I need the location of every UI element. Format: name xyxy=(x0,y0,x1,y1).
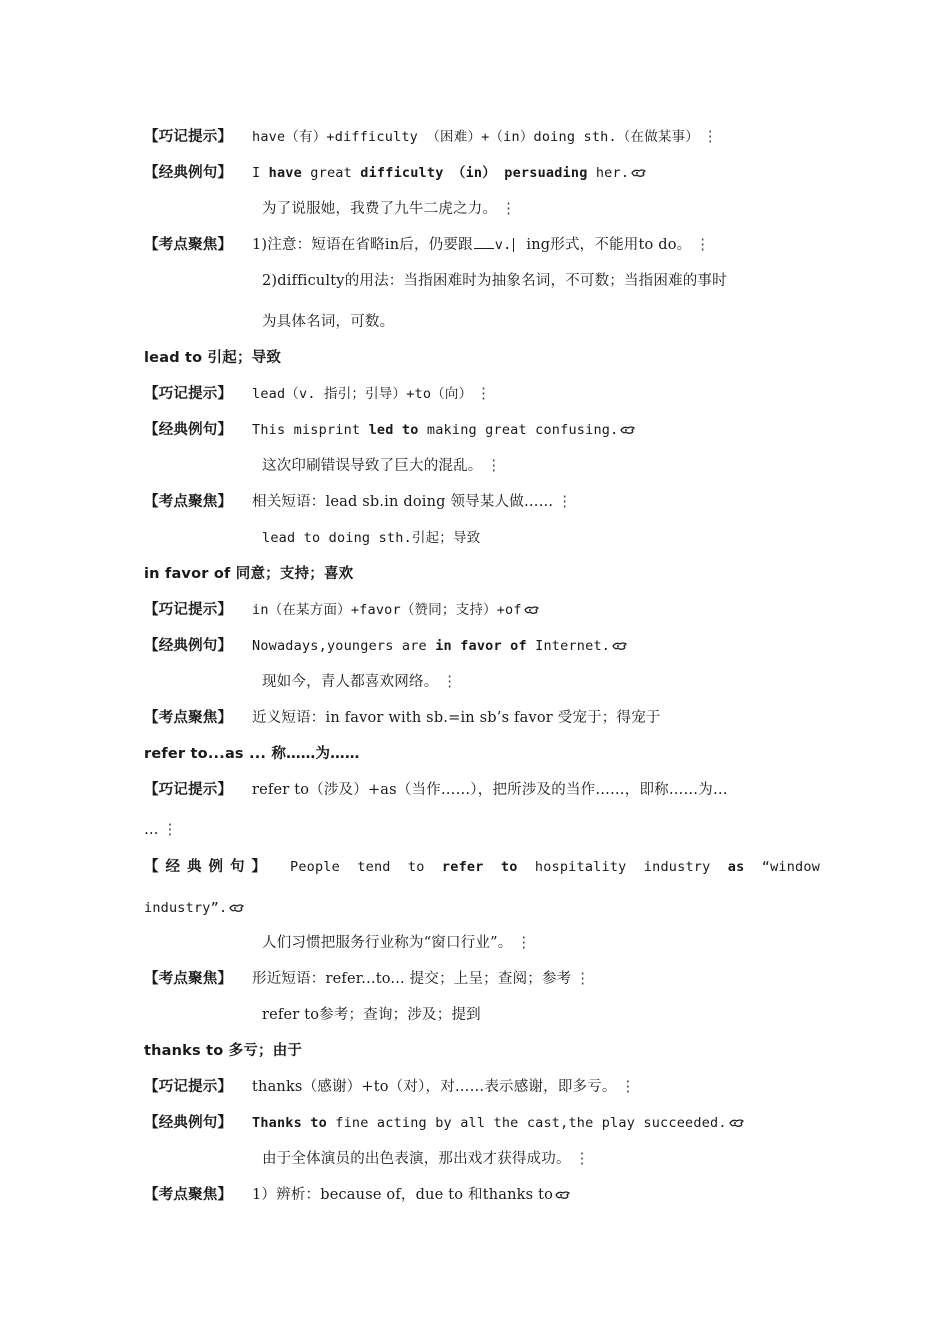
audio-hand-icon xyxy=(729,1118,745,1128)
tag-focus: 【考点聚焦】 xyxy=(144,971,233,987)
heading-refer-to-as xyxy=(144,744,810,764)
anchor-mark-icon: ⋮ xyxy=(162,822,178,838)
focus-text: 近义短语：in favor with sb.=in sb’s favor 受宠于；得宠于 xyxy=(252,710,661,726)
line-focus-difficulty-2 xyxy=(262,271,810,291)
blank-underline xyxy=(474,236,494,249)
audio-hand-icon xyxy=(612,641,628,651)
line-focus-difficulty-3 xyxy=(262,312,810,332)
line-tip-thanks xyxy=(144,1077,810,1097)
line-tip-refer xyxy=(144,780,810,800)
line-tip-favor xyxy=(144,600,810,620)
heading-lead-to xyxy=(144,348,810,368)
anchor-mark-icon: ⋮ xyxy=(442,674,458,690)
phrase-heading: in favor of 同意；支持；喜欢 xyxy=(144,566,354,582)
heading-in-favor-of xyxy=(144,564,810,584)
tip-text: lead（v. 指引；引导）+to（向） xyxy=(252,386,473,402)
line-example-translation xyxy=(262,456,810,476)
anchor-mark-icon: ⋮ xyxy=(501,201,516,217)
focus-text: 形近短语：refer...to... 提交；上呈；查阅；参考 xyxy=(252,971,572,987)
line-focus-thanks xyxy=(144,1185,810,1205)
focus-text: 1)注意：短语在省略in后，仍要跟 xyxy=(252,237,473,253)
line-example-translation xyxy=(262,199,810,219)
anchor-mark-icon: ⋮ xyxy=(486,458,502,474)
tag-example: 【经典例句】 xyxy=(144,1115,233,1131)
line-example-favor xyxy=(144,636,810,656)
anchor-mark-icon: ⋮ xyxy=(703,129,718,145)
phrase-heading: lead to 引起；导致 xyxy=(144,350,282,366)
line-example-translation xyxy=(262,672,810,692)
focus-text: refer to参考；查询；涉及；提到 xyxy=(262,1007,481,1023)
audio-hand-icon xyxy=(524,605,540,615)
tag-tip: 【巧记提示】 xyxy=(144,602,233,618)
tip-text: … xyxy=(144,822,159,838)
line-tip-lead xyxy=(144,384,810,404)
translation-text: 人们习惯把服务行业称为“窗口行业”。 xyxy=(262,935,513,951)
tag-focus: 【考点聚焦】 xyxy=(144,1187,233,1203)
focus-text: 1）辨析：because of，due to 和thanks to xyxy=(252,1187,554,1203)
example-text: industry”. xyxy=(144,900,228,916)
example-text: People tend to refer to hospitality industry as “window xyxy=(290,859,821,875)
line-focus-refer-2 xyxy=(262,1005,810,1025)
focus-text: lead to doing sth.引起；导致 xyxy=(262,530,481,546)
line-example-lead xyxy=(144,420,810,440)
line-example-refer-2 xyxy=(144,898,810,918)
translation-text: 现如今，青人都喜欢网络。 xyxy=(262,674,439,690)
line-focus-favor xyxy=(144,708,810,728)
tag-tip: 【巧记提示】 xyxy=(144,782,233,798)
audio-hand-icon xyxy=(555,1190,571,1200)
anchor-mark-icon: ⋮ xyxy=(695,237,711,253)
line-example-translation xyxy=(262,1149,810,1169)
example-text: I have great difficulty （in） persuading her. xyxy=(252,165,630,181)
line-example-difficulty xyxy=(144,163,810,183)
tag-example: 【经典例句】 xyxy=(144,165,233,181)
example-text: Nowadays,youngers are in favor of Internet. xyxy=(252,638,611,654)
focus-text: 2)difficulty的用法：当指困难时为抽象名词，不可数；当指困难的事时 xyxy=(262,273,727,289)
translation-text: 由于全体演员的出色表演，那出戏才获得成功。 xyxy=(262,1151,571,1167)
anchor-mark-icon: ⋮ xyxy=(620,1079,636,1095)
tip-text: refer to（涉及）+as（当作……），把所涉及的当作……，即称……为… xyxy=(252,782,728,798)
tag-focus: 【考点聚焦】 xyxy=(144,710,233,726)
tag-tip: 【巧记提示】 xyxy=(144,386,233,402)
tag-tip: 【巧记提示】 xyxy=(144,129,233,145)
line-focus-difficulty: 【考点聚焦】 1)注意：短语在省略in后，仍要跟 v. ing形式，不能用to do。 ⋮ xyxy=(144,237,711,253)
heading-thanks-to xyxy=(144,1041,810,1061)
line-tip-difficulty xyxy=(144,127,810,147)
anchor-mark-icon: ⋮ xyxy=(516,935,532,951)
focus-text: 为具体名词，可数。 xyxy=(262,314,395,330)
line-focus-lead-2 xyxy=(262,528,810,548)
audio-hand-icon xyxy=(229,903,245,913)
tip-text: thanks（感谢）+to（对），对……表示感谢，即多亏。 xyxy=(252,1079,617,1095)
anchor-mark-icon: ⋮ xyxy=(557,494,573,510)
line-tip-refer-2 xyxy=(144,820,810,840)
anchor-mark-icon: ⋮ xyxy=(574,1151,590,1167)
anchor-mark-icon: ⋮ xyxy=(476,386,491,402)
audio-hand-icon xyxy=(631,168,647,178)
tag-example: 【经典例句】 xyxy=(144,422,233,438)
translation-text: 为了说服她，我费了九牛二虎之力。 xyxy=(262,201,498,217)
translation-text: 这次印刷错误导致了巨大的混乱。 xyxy=(262,458,483,474)
focus-text: 相关短语：lead sb.in doing 领导某人做…… xyxy=(252,494,554,510)
phrase-heading: thanks to 多亏；由于 xyxy=(144,1043,303,1059)
example-text: This misprint led to making great confusing. xyxy=(252,422,619,438)
tag-focus: 【考点聚焦】 xyxy=(144,494,233,510)
tip-text: in（在某方面）+favor（赞同；支持）+of xyxy=(252,602,522,618)
line-example-translation xyxy=(262,933,810,953)
audio-hand-icon xyxy=(620,425,636,435)
tag-example: 【经典例句】 xyxy=(144,859,273,875)
tip-text: have（有）+difficulty （困难）+（in）doing sth.（在做某事） xyxy=(252,129,700,145)
line-focus-refer xyxy=(144,969,810,989)
tag-example: 【经典例句】 xyxy=(144,638,233,654)
example-text: Thanks to fine acting by all the cast,the play succeeded. xyxy=(252,1115,727,1131)
anchor-mark-icon: ⋮ xyxy=(575,971,591,987)
line-example-refer xyxy=(144,857,821,877)
line-focus-lead xyxy=(144,492,810,512)
line-example-thanks xyxy=(144,1113,810,1133)
tag-focus: 【考点聚焦】 xyxy=(144,237,233,253)
phrase-heading: refer to...as ... 称……为…… xyxy=(144,746,360,762)
tag-tip: 【巧记提示】 xyxy=(144,1079,233,1095)
deletion-mark-icon xyxy=(513,238,526,252)
